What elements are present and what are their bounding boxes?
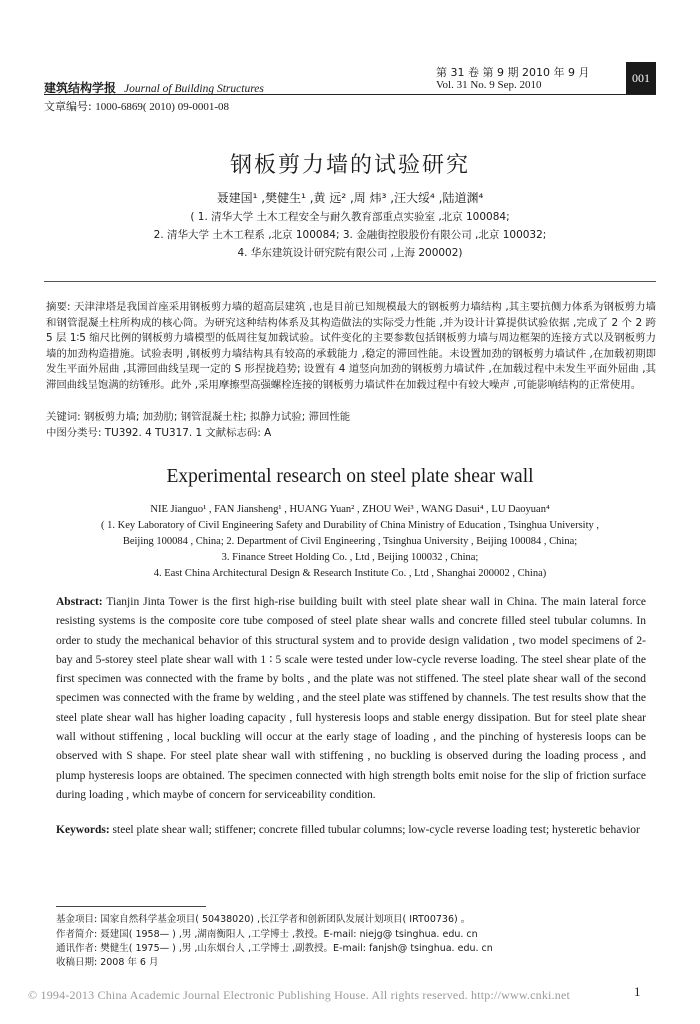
- issue-info-cn: 第 31 卷 第 9 期 2010 年 9 月: [436, 66, 590, 79]
- abstract-en: [56, 593, 646, 805]
- page-code-badge: 001: [626, 62, 656, 94]
- copyright-watermark: © 1994-2013 China Academic Journal Electronic Publishing House. All rights reserved. http://www.cnki.net: [28, 988, 571, 1002]
- abstract-label: Abstract:: [56, 596, 103, 608]
- affiliation-cn: 2. 清华大学 土木工程系 ,北京 100084; 3. 金融街控股股份有限公司 ,北京 100032;: [153, 229, 547, 241]
- issue-info-en: Vol. 31 No. 9 Sep. 2010: [436, 79, 542, 91]
- footnote-funding: 基金项目: 国家自然科学基金项目( 50438020) ,长江学者和创新团队发展计划项目( IRT00736) 。: [56, 914, 471, 925]
- keywords-text: steel plate shear wall; stiffener; concrete filled tubular columns; low-cycle reverse loading test; hysteretic behavior: [109, 824, 640, 836]
- issue-info: [436, 66, 589, 92]
- page-number: 1: [634, 984, 641, 999]
- footnote-author: 作者简介: 聂建国( 1958— ) ,男 ,湖南衡阳人 ,工学博士 ,教授。E-mail: niejg@ tsinghua. edu. cn: [56, 929, 478, 940]
- abstract-cn: 摘要: 天津津塔是我国首座采用钢板剪力墙的超高层建筑 ,也是目前已知规模最大的钢板剪力墙结构 ,其主要抗侧力体系为钢板剪力墙和钢管混凝土柱所构成的核心筒。为研究这种结构体系及其构造做法的实际受力性能 ,并为设计计算提供试验依据 ,完成了 2 个 2 跨 5 层 1∶5 缩尺比例的钢板剪力墙模型的低周往复加载试验。试件变化的主要参数包括钢板剪力墙与周边框架的连接方式以及钢板剪力墙的加劲构造措施。试验表明 ,钢板剪力墙结构具有较高的承载能力 ,稳定的滞回性能。未设置加劲的钢板剪力墙试件 ,在加载初期即发生平面外屈曲 ,其滞回曲线呈现一定的 S 形捏拢趋势; 设置有 4 道竖向加劲的钢板剪力墙试件 ,在加载过程中未发生平面外屈曲 ,其滞回曲线呈饱满的纺锤形。此外 ,采用摩擦型高强螺栓连接的钢板剪力墙试件在加载过程中有较大噪声 ,可能影响结构的正常使用。: [46, 301, 656, 391]
- affiliation-en: 3. Finance Street Holding Co. , Ltd , Beijing 100032 , China;: [221, 552, 479, 563]
- keywords-label: Keywords:: [56, 824, 110, 836]
- footnote-corresponding: 通讯作者: 樊健生( 1975— ) ,男 ,山东烟台人 ,工学博士 ,副教授。E-mail: fanjsh@ tsinghua. edu. cn: [56, 943, 493, 954]
- footnote-rule: [56, 906, 206, 907]
- affiliation-en: 4. East China Architectural Design & Research Institute Co. , Ltd , Shanghai 200002 , China): [153, 568, 547, 579]
- affiliation-cn: 4. 华东建筑设计研究院有限公司 ,上海 200002): [237, 247, 463, 259]
- article-number-label: 文章编号:: [44, 100, 92, 113]
- title-cn: 钢板剪力墙的试验研究: [229, 153, 470, 178]
- abstract-text: Tianjin Jinta Tower is the first high-rise building built with steel plate shear wall in China. The main lateral force resisting systems is the composite core tube composed of steel plate shear walls and concrete filled steel tubular columns. In order to study the mechanical behavior of this structural system and to provide design validation , two model specimens of 2-bay and 5-storey steel plate shear wall with 1 ∶ 5 scale were tested under low-cycle reverse loading. The steel shear plate of the first specimen was connected with the frame by bolts , and the plate was not stiffened. The steel plate shear wall of the second specimen was connected with the frame by welding , and the steel plate was stiffened by channels. The test results show that the steel plate shear wall has higher loading capacity , full hysteresis loops and stable energy dissipation. But for steel plate shear wall without stiffening , local buckling will occur at the early stage of loading , and the pinching of hysteresis loops can be observed with S shape. For steel plate shear wall with stiffening , no buckling is observed during the loading process , and plump hysteresis loops are obtained. The specimen connected with high strength bolts emit noise for the slip of friction surface during loading , which maybe of concern for serviceability condition.: [56, 596, 646, 801]
- classification-cn: 中图分类号: TU392. 4 TU317. 1 文献标志码: A: [46, 427, 272, 439]
- keywords-cn: 关键词: 钢板剪力墙; 加劲肋; 钢管混凝土柱; 拟静力试验; 滞回性能: [46, 411, 351, 423]
- article-number-value: 1000-6869( 2010) 09-0001-08: [95, 101, 230, 113]
- header-rule: [44, 94, 656, 95]
- journal-name-en: Journal of Building Structures: [124, 83, 264, 95]
- section-rule: [44, 281, 656, 282]
- affiliation-en: Beijing 100084 , China; 2. Department of Civil Engineering , Tsinghua University , Beijing 100084 , China;: [122, 536, 578, 547]
- keywords-en: [56, 821, 646, 840]
- authors-cn: 聂建国¹ ,樊健生¹ ,黄 远² ,周 炜³ ,汪大绥⁴ ,陆道渊⁴: [216, 191, 484, 205]
- journal-name-cn: 建筑结构学报: [44, 81, 117, 95]
- authors-en: NIE Jianguo¹ , FAN Jiansheng¹ , HUANG Yuan² , ZHOU Wei³ , WANG Dasui⁴ , LU Daoyuan⁴: [150, 504, 550, 515]
- article-number: [44, 98, 229, 114]
- affiliation-cn: ( 1. 清华大学 土木工程安全与耐久教育部重点实验室 ,北京 100084;: [190, 211, 510, 223]
- affiliation-en: ( 1. Key Laboratory of Civil Engineering Safety and Durability of China Ministry of Education , Tsinghua University ,: [100, 520, 600, 531]
- title-en: Experimental research on steel plate shear wall: [166, 466, 534, 487]
- footnote-received: 收稿日期: 2008 年 6 月: [56, 957, 159, 968]
